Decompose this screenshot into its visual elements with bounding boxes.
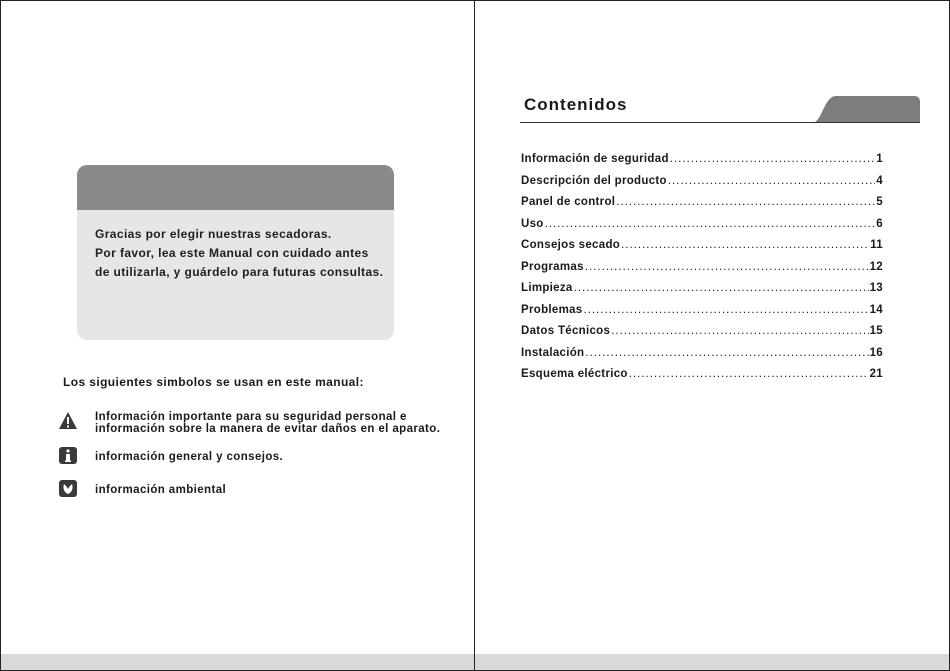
- toc-item[interactable]: [521, 282, 883, 304]
- toc-page: 15: [869, 325, 883, 337]
- toc-label: Consejos secado: [521, 239, 621, 251]
- intro-text: [95, 225, 383, 282]
- info-icon: [58, 446, 78, 465]
- symbol-row-environment: [58, 479, 227, 498]
- toc-leader: [545, 218, 876, 230]
- symbol-line: información ambiental: [95, 484, 227, 496]
- toc-page: 5: [876, 196, 883, 208]
- toc-list: [521, 153, 883, 390]
- toc-label: Uso: [521, 217, 544, 230]
- toc-leader: [616, 196, 875, 208]
- toc-label: Limpieza: [521, 282, 573, 294]
- toc-page: 6: [876, 217, 883, 230]
- toc-item[interactable]: [521, 153, 883, 175]
- symbol-text: [95, 451, 283, 463]
- toc-leader: [629, 368, 869, 380]
- intro-card-header-bar: [77, 165, 394, 210]
- toc-leader: [574, 282, 869, 294]
- toc-page: 16: [869, 346, 883, 359]
- toc-leader: [584, 304, 869, 316]
- toc-header-tab: [812, 96, 920, 123]
- toc-label: Problemas: [521, 303, 583, 316]
- symbols-heading: Los siguientes simbolos se usan en este manual:: [63, 375, 364, 389]
- symbol-line: información general y consejos.: [95, 451, 284, 463]
- toc-leader: [585, 347, 868, 359]
- toc-item[interactable]: [521, 218, 883, 240]
- symbol-line: información sobre la manera de evitar daños en el aparato.: [95, 423, 441, 435]
- toc-item[interactable]: [521, 304, 883, 326]
- toc-item[interactable]: [521, 196, 883, 218]
- toc-page: 14: [869, 303, 883, 316]
- toc-rule: [520, 122, 920, 123]
- toc-leader: [585, 261, 869, 273]
- symbol-row-warning: [58, 411, 441, 435]
- toc-title: Contenidos: [524, 95, 628, 114]
- toc-item[interactable]: [521, 347, 883, 369]
- toc-leader: [611, 325, 868, 337]
- intro-line: de utilizarla, y guárdelo para futuras consultas.: [95, 265, 384, 279]
- toc-page: 21: [869, 368, 883, 380]
- symbol-row-info: [58, 446, 284, 465]
- intro-line: Por favor, lea este Manual con cuidado antes: [95, 246, 369, 260]
- toc-label: Instalación: [521, 346, 585, 359]
- toc-label: Esquema eléctrico: [521, 368, 628, 380]
- toc-label: Información de seguridad: [521, 153, 669, 165]
- toc-label: Programas: [521, 260, 584, 273]
- warning-icon: [58, 411, 78, 430]
- toc-page: 1: [876, 153, 883, 165]
- toc-item[interactable]: [521, 261, 883, 283]
- symbol-text: [95, 484, 226, 496]
- toc-item[interactable]: [521, 368, 883, 390]
- toc-item[interactable]: [521, 325, 883, 347]
- toc-leader: [668, 175, 875, 187]
- symbol-text: [95, 411, 440, 435]
- toc-leader: [621, 239, 869, 251]
- toc-page: 13: [869, 282, 883, 294]
- toc-label: Datos Técnicos: [521, 325, 611, 337]
- environment-icon: [58, 479, 78, 498]
- intro-line: Gracias por elegir nuestras secadoras.: [95, 227, 332, 241]
- toc-page: 12: [869, 260, 883, 273]
- toc-item[interactable]: [521, 175, 883, 197]
- toc-item[interactable]: [521, 239, 883, 261]
- toc-page: 11: [870, 239, 883, 251]
- toc-page: 4: [876, 174, 883, 187]
- toc-label: Panel de control: [521, 196, 616, 208]
- page-footer-band: [1, 654, 475, 670]
- toc-leader: [670, 153, 876, 165]
- symbol-line: Información importante para su seguridad personal e: [95, 411, 407, 423]
- intro-card: [77, 165, 394, 340]
- page-footer-band: [475, 654, 949, 670]
- toc-label: Descripción del producto: [521, 174, 667, 187]
